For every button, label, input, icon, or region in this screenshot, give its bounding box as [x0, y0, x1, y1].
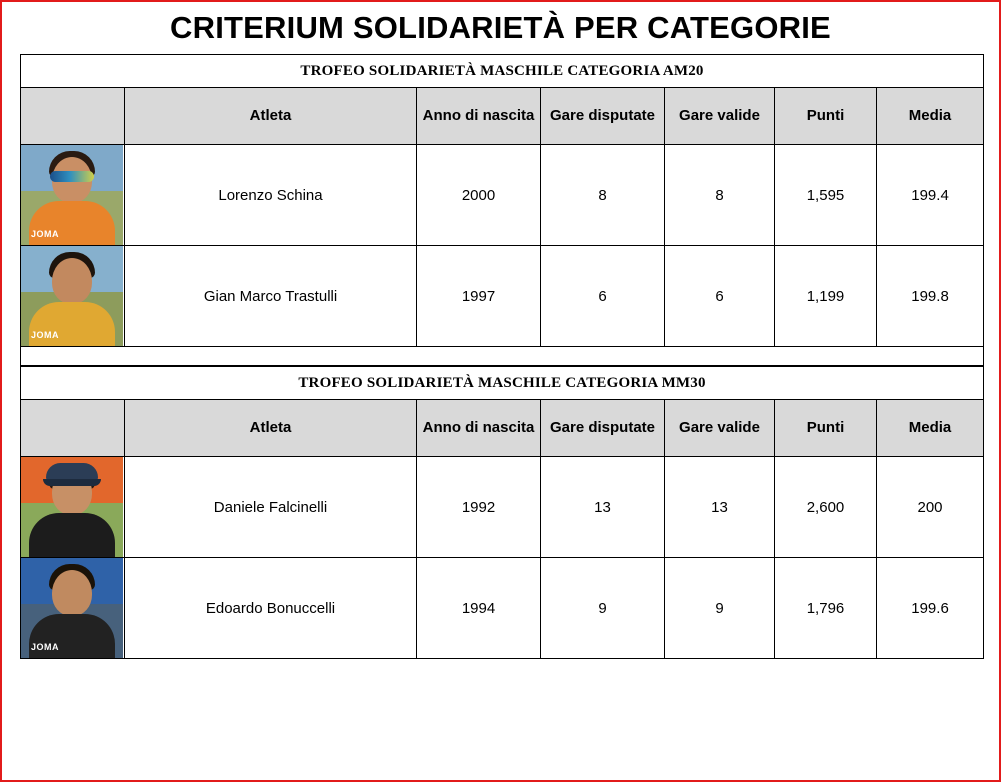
athlete-points: 2,600: [775, 457, 877, 558]
athlete-photo-cell: [21, 457, 125, 558]
table-row: [21, 558, 984, 659]
athlete-points: 1,595: [775, 145, 877, 246]
column-header-athlete: Atleta: [125, 400, 417, 457]
page-title: CRITERIUM SOLIDARIETÀ PER CATEGORIE: [170, 10, 831, 45]
column-header-photo: [21, 400, 125, 457]
section-title-row: [21, 367, 984, 400]
title-bar: [2, 2, 999, 54]
athlete-races-valid: 13: [665, 457, 775, 558]
table-row: [21, 457, 984, 558]
athlete-photo: [21, 145, 123, 245]
section-title: TROFEO SOLIDARIETÀ MASCHILE CATEGORIA AM20: [21, 55, 984, 88]
column-header-points: Punti: [775, 88, 877, 145]
athlete-races-played: 6: [541, 246, 665, 347]
brand-logo: JOMA: [31, 330, 60, 340]
athlete-average: 200: [877, 457, 984, 558]
athlete-races-valid: 9: [665, 558, 775, 659]
category-table-am20: [20, 54, 984, 366]
athlete-races-valid: 6: [665, 246, 775, 347]
column-header-races-played: Gare disputate: [541, 400, 665, 457]
athlete-average: 199.8: [877, 246, 984, 347]
column-header-athlete: Atleta: [125, 88, 417, 145]
column-header-average: Media: [877, 400, 984, 457]
athlete-races-played: 9: [541, 558, 665, 659]
tables-container: [2, 54, 999, 659]
column-header-races-valid: Gare valide: [665, 88, 775, 145]
athlete-average: 199.4: [877, 145, 984, 246]
table-row: [21, 246, 984, 347]
athlete-name: Edoardo Bonuccelli: [125, 558, 417, 659]
table-spacer-row: [21, 347, 984, 366]
athlete-photo-cell: [21, 558, 125, 659]
column-header-points: Punti: [775, 400, 877, 457]
sunglasses-icon: [50, 171, 94, 182]
brand-logo: JOMA: [31, 229, 60, 239]
athlete-races-valid: 8: [665, 145, 775, 246]
athlete-average: 199.6: [877, 558, 984, 659]
athlete-birth-year: 2000: [417, 145, 541, 246]
athlete-photo-cell: [21, 246, 125, 347]
column-header-races-played: Gare disputate: [541, 88, 665, 145]
athlete-points: 1,796: [775, 558, 877, 659]
athlete-races-played: 8: [541, 145, 665, 246]
athlete-name: Gian Marco Trastulli: [125, 246, 417, 347]
athlete-name: Lorenzo Schina: [125, 145, 417, 246]
section-title: TROFEO SOLIDARIETÀ MASCHILE CATEGORIA MM30: [21, 367, 984, 400]
athlete-races-played: 13: [541, 457, 665, 558]
athlete-photo: [21, 457, 123, 557]
athlete-photo: [21, 558, 123, 658]
table-row: [21, 145, 984, 246]
brand-logo: JOMA: [31, 642, 60, 652]
athlete-photo-cell: [21, 145, 125, 246]
athlete-points: 1,199: [775, 246, 877, 347]
athlete-photo: [21, 246, 123, 346]
category-table-mm30: [20, 366, 984, 659]
section-title-row: [21, 55, 984, 88]
table-header-row: [21, 88, 984, 145]
athlete-birth-year: 1994: [417, 558, 541, 659]
column-header-birth-year: Anno di nascita: [417, 400, 541, 457]
column-header-photo: [21, 88, 125, 145]
athlete-name: Daniele Falcinelli: [125, 457, 417, 558]
table-header-row: [21, 400, 984, 457]
athlete-birth-year: 1997: [417, 246, 541, 347]
column-header-average: Media: [877, 88, 984, 145]
column-header-birth-year: Anno di nascita: [417, 88, 541, 145]
column-header-races-valid: Gare valide: [665, 400, 775, 457]
athlete-birth-year: 1992: [417, 457, 541, 558]
